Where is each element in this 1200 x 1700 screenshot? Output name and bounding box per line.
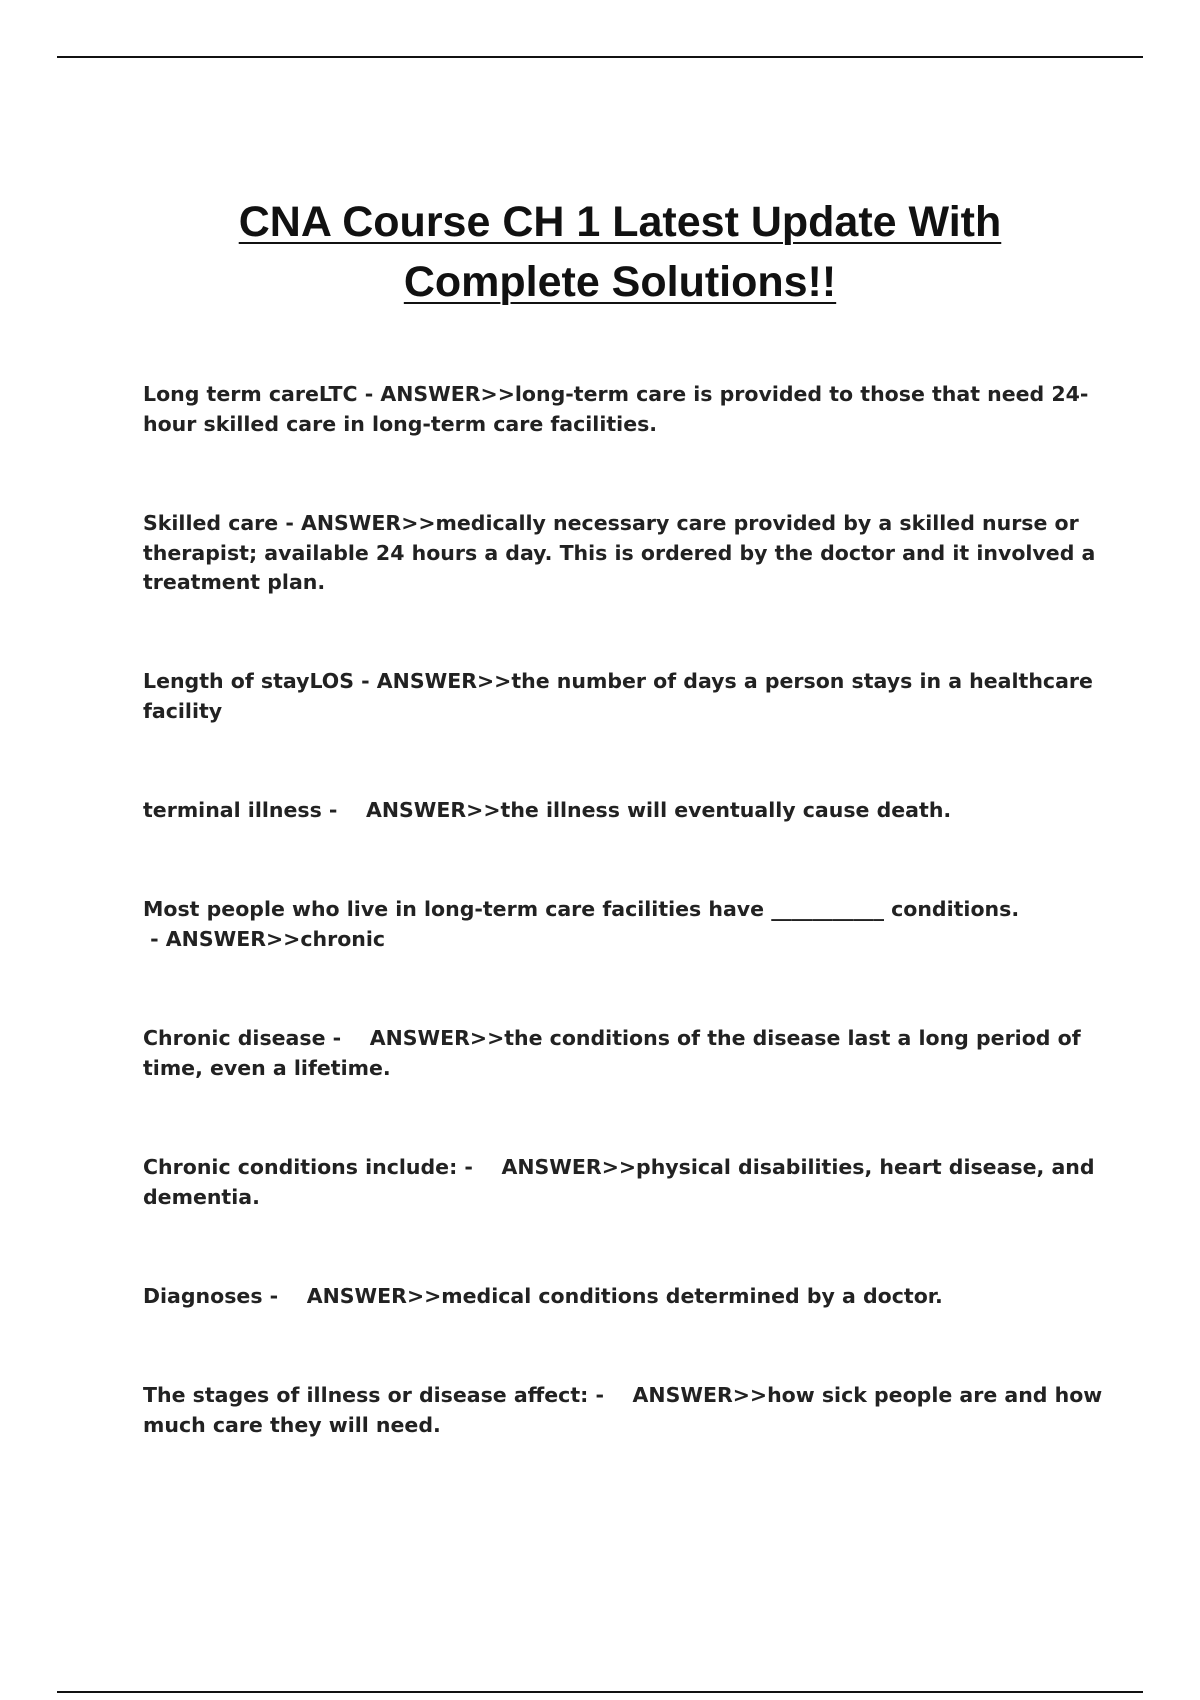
qa-separator: - [143,926,166,951]
bottom-rule [57,1691,1143,1693]
qa-answer: ANSWER>>how sick people are and how much care they will need. [143,1383,1103,1437]
qa-term: The stages of illness or disease affect: [143,1383,589,1407]
qa-item-terminal-illness [143,796,1103,826]
qa-answer: ANSWER>>the illness will eventually cause death. [365,798,952,822]
qa-answer: ANSWER>>medically necessary care provided by a skilled nurse or therapist; available 24 hours a day. This is ordered by the doctor and it involved a treatment plan. [143,511,1096,594]
qa-item-chronic-disease [143,1024,1103,1083]
qa-answer: ANSWER>>chronic [165,926,386,951]
qa-separator: - [354,669,377,693]
qa-separator: - [321,798,366,822]
qa-separator: - [457,1155,502,1179]
qa-term: Length of stayLOS [143,669,354,693]
qa-item-length-of-stay [143,667,1103,726]
title-line-2: Complete Solutions!! [403,258,837,306]
qa-answer: ANSWER>>physical disabilities, heart disease, and dementia. [143,1155,1095,1209]
qa-answer: ANSWER>>medical conditions determined by a doctor. [306,1284,943,1308]
qa-separator: - [262,1284,307,1308]
qa-term: Chronic disease [143,1026,326,1050]
qa-term: Skilled care [143,511,279,535]
qa-answer: ANSWER>>long-term care is provided to those that need 24-hour skilled care in long-term care facilities. [143,382,1089,436]
qa-answer: ANSWER>>the conditions of the disease last a long period of time, even a lifetime. [143,1026,1081,1080]
qa-separator: - [357,382,381,406]
qa-item-chronic-conditions [143,1153,1103,1212]
qa-separator: - [325,1026,370,1050]
title-line-1: CNA Course CH 1 Latest Update With [238,198,1002,246]
qa-separator: - [588,1383,633,1407]
qa-separator: - [278,511,301,535]
qa-item-skilled-care [143,509,1103,598]
qa-item-long-term-care [143,380,1103,439]
qa-term: Most people who live in long-term care facilities have ___________ conditions. [143,897,1020,921]
qa-term: Diagnoses [143,1284,263,1308]
top-rule [57,56,1143,58]
qa-term: Long term careLTC [143,382,358,406]
qa-item-diagnoses [143,1282,1103,1312]
qa-answer: ANSWER>>the number of days a person stays in a healthcare facility [143,669,1093,723]
page-title [140,192,1100,312]
qa-item-stages-of-illness [143,1381,1103,1440]
qa-term: Chronic conditions include: [143,1155,458,1179]
qa-term: terminal illness [143,798,322,822]
qa-item-long-term-conditions [143,895,1103,954]
